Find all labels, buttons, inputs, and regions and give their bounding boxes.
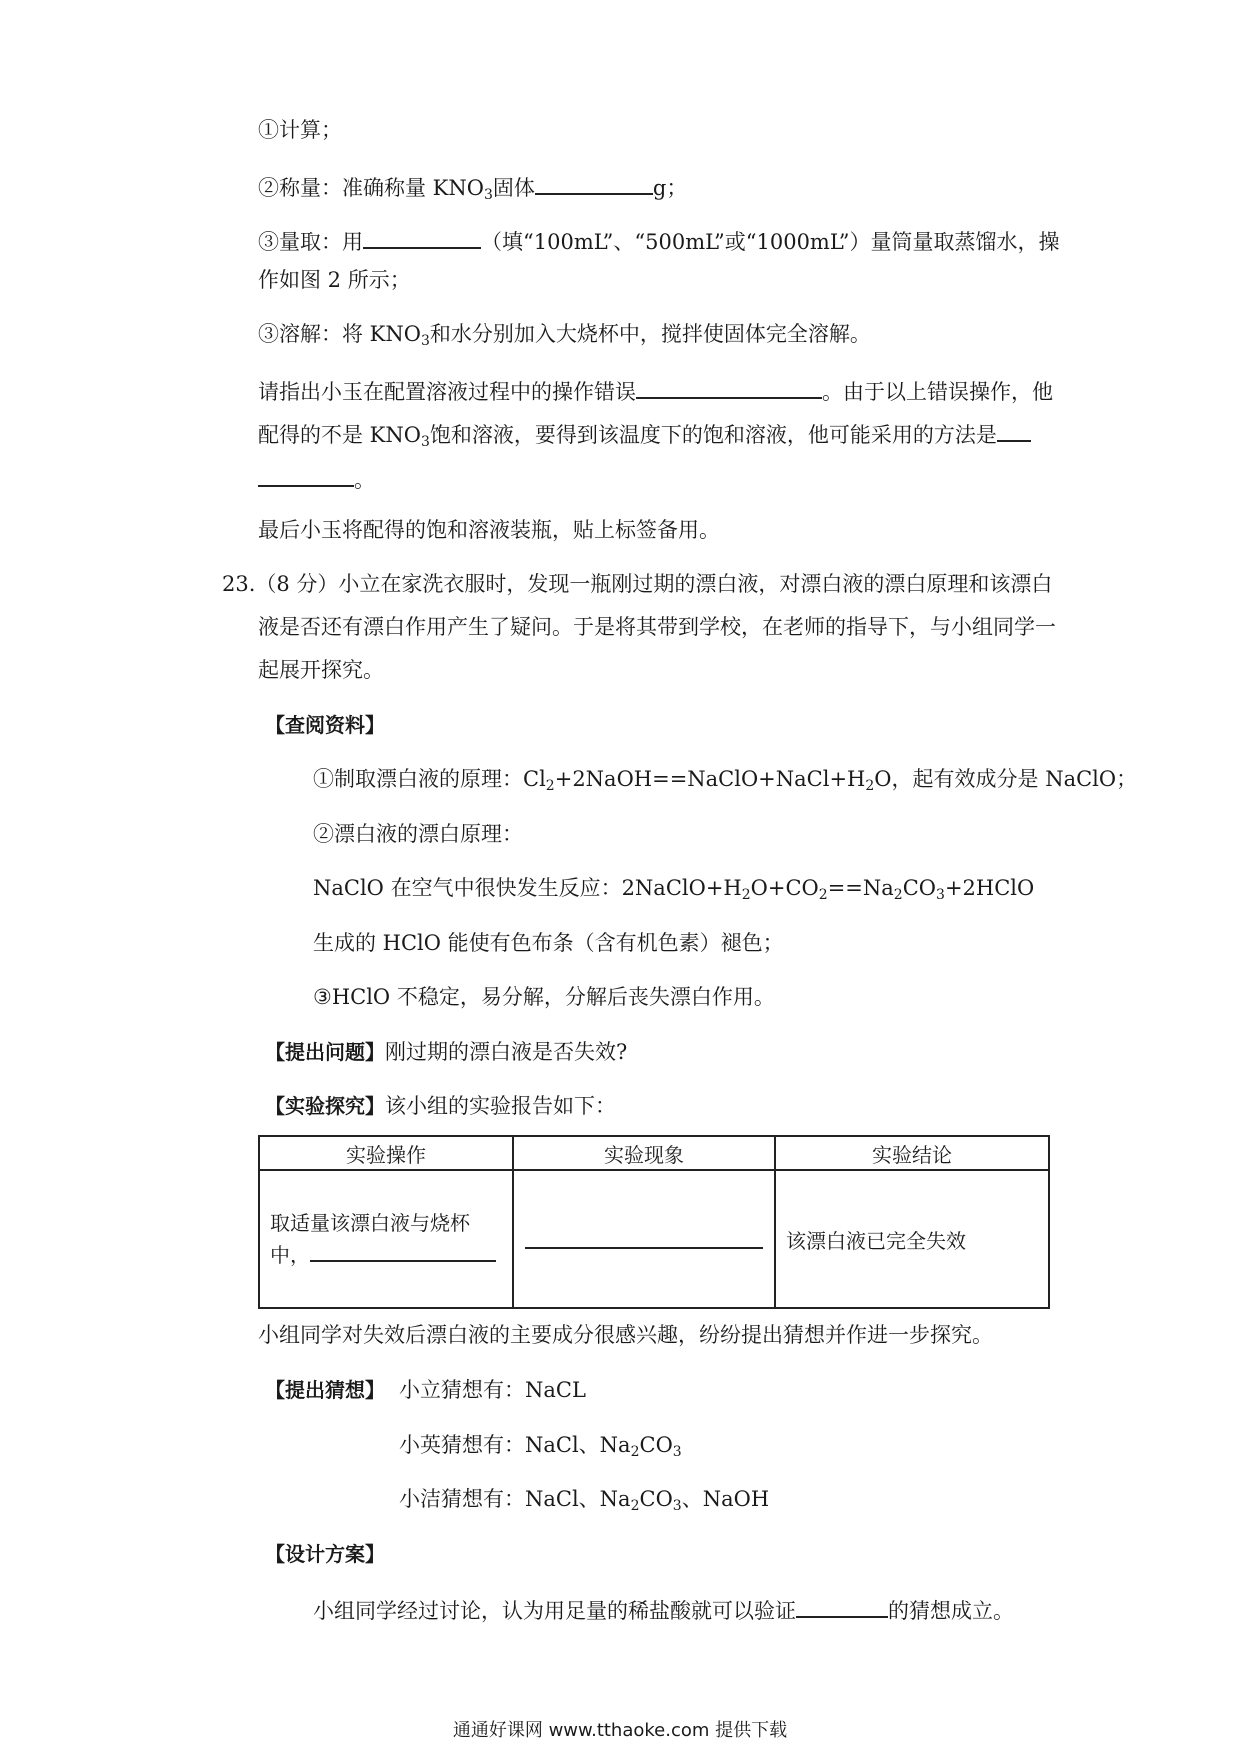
heading-guess: 【提出猜想】 [265,1378,385,1402]
ref-item-5: ③HClO 不稳定，易分解，分解后丧失漂白作用。 [313,985,775,1009]
guess-2: 小英猜想有：NaCl、$Na_2CO_3$ [399,1433,682,1460]
heading-design: 【设计方案】 [265,1542,385,1566]
question-statement: 【提出问题】刚过期的漂白液是否失效? [265,1040,628,1064]
ref-item-1: ①制取漂白液的原理：$Cl_2+2NaOH==NaClO+NaCl+H_2O$，起有效成分是 NaClO； [313,767,1138,794]
question-line-3: 。 [258,463,375,494]
q23-intro-3: 起展开探究。 [258,658,384,682]
answer-blank[interactable] [525,1225,763,1249]
ref-item-2: ②漂白液的漂白原理： [313,822,523,846]
table-header-row [259,1136,1049,1170]
footer-watermark: 通通好课网 www.tthaoke.com 提供下载 [452,1720,788,1741]
experiment-report-table [258,1135,1050,1309]
answer-blank[interactable] [636,375,822,399]
ref-item-4: 生成的 HClO 能使有色布条（含有机色素）褪色； [313,931,784,955]
step-measure-cont: 作如图 2 所示； [258,268,411,292]
cell-conclusion: 该漂白液已完全失效 [775,1170,1049,1308]
guess-1: 【提出猜想】 小立猜想有：NaCL [265,1378,586,1402]
step-calculate: ①计算； [258,118,342,142]
header-operation: 实验操作 [259,1136,513,1170]
heading-question: 【提出问题】 [265,1040,385,1064]
design-text: 小组同学经过讨论，认为用足量的稀盐酸就可以验证 的猜想成立。 [313,1594,1014,1625]
step-weigh: ②称量：准确称量 $KNO_3$固体 g； [258,171,687,202]
after-table-text: 小组同学对失效后漂白液的主要成分很感兴趣，纷纷提出猜想并作进一步探究。 [258,1323,993,1347]
question-line-2: 配得的不是 $KNO_3$饱和溶液，要得到该温度下的饱和溶液，他可能采用的方法是 [258,418,1031,449]
table-row [259,1170,1049,1308]
step-measure: ③量取：用 （填“100mL”、“500mL”或“1000mL”）量筒量取蒸馏水，操 [258,225,1060,256]
experiment-statement: 【实验探究】该小组的实验报告如下： [265,1094,616,1118]
heading-reference: 【查阅资料】 [265,713,385,737]
q23-intro-2: 液是否还有漂白作用产生了疑问。于是将其带到学校，在老师的指导下，与小组同学一 [258,615,1056,639]
final-step: 最后小玉将配得的饱和溶液装瓶，贴上标签备用。 [258,518,720,542]
guess-3: 小洁猜想有：NaCl、$Na_2CO_3$、NaOH [399,1487,770,1514]
answer-blank[interactable] [997,418,1031,442]
cell-phenomenon [513,1170,775,1308]
question-line-1: 请指出小玉在配置溶液过程中的操作错误 。由于以上错误操作，他 [258,375,1053,406]
answer-blank[interactable] [535,171,653,195]
heading-experiment: 【实验探究】 [265,1094,385,1118]
answer-blank[interactable] [363,225,481,249]
step-dissolve: ③溶解：将 $KNO_3$和水分别加入大烧杯中，搅拌使固体完全溶解。 [258,322,871,349]
ref-item-3: NaClO 在空气中很快发生反应：$2NaClO+H_2O+CO_2==Na_2CO_3+2HClO$ [313,876,1035,903]
header-phenomenon: 实验现象 [513,1136,775,1170]
cell-operation: 取适量该漂白液与烧杯 中， [259,1170,513,1308]
header-conclusion: 实验结论 [775,1136,1049,1170]
answer-blank[interactable] [310,1238,496,1262]
answer-blank[interactable] [796,1594,888,1618]
answer-blank[interactable] [258,463,354,487]
q23-intro-1: 23.（8 分）小立在家洗衣服时，发现一瓶刚过期的漂白液，对漂白液的漂白原理和该漂白 [222,572,1053,596]
